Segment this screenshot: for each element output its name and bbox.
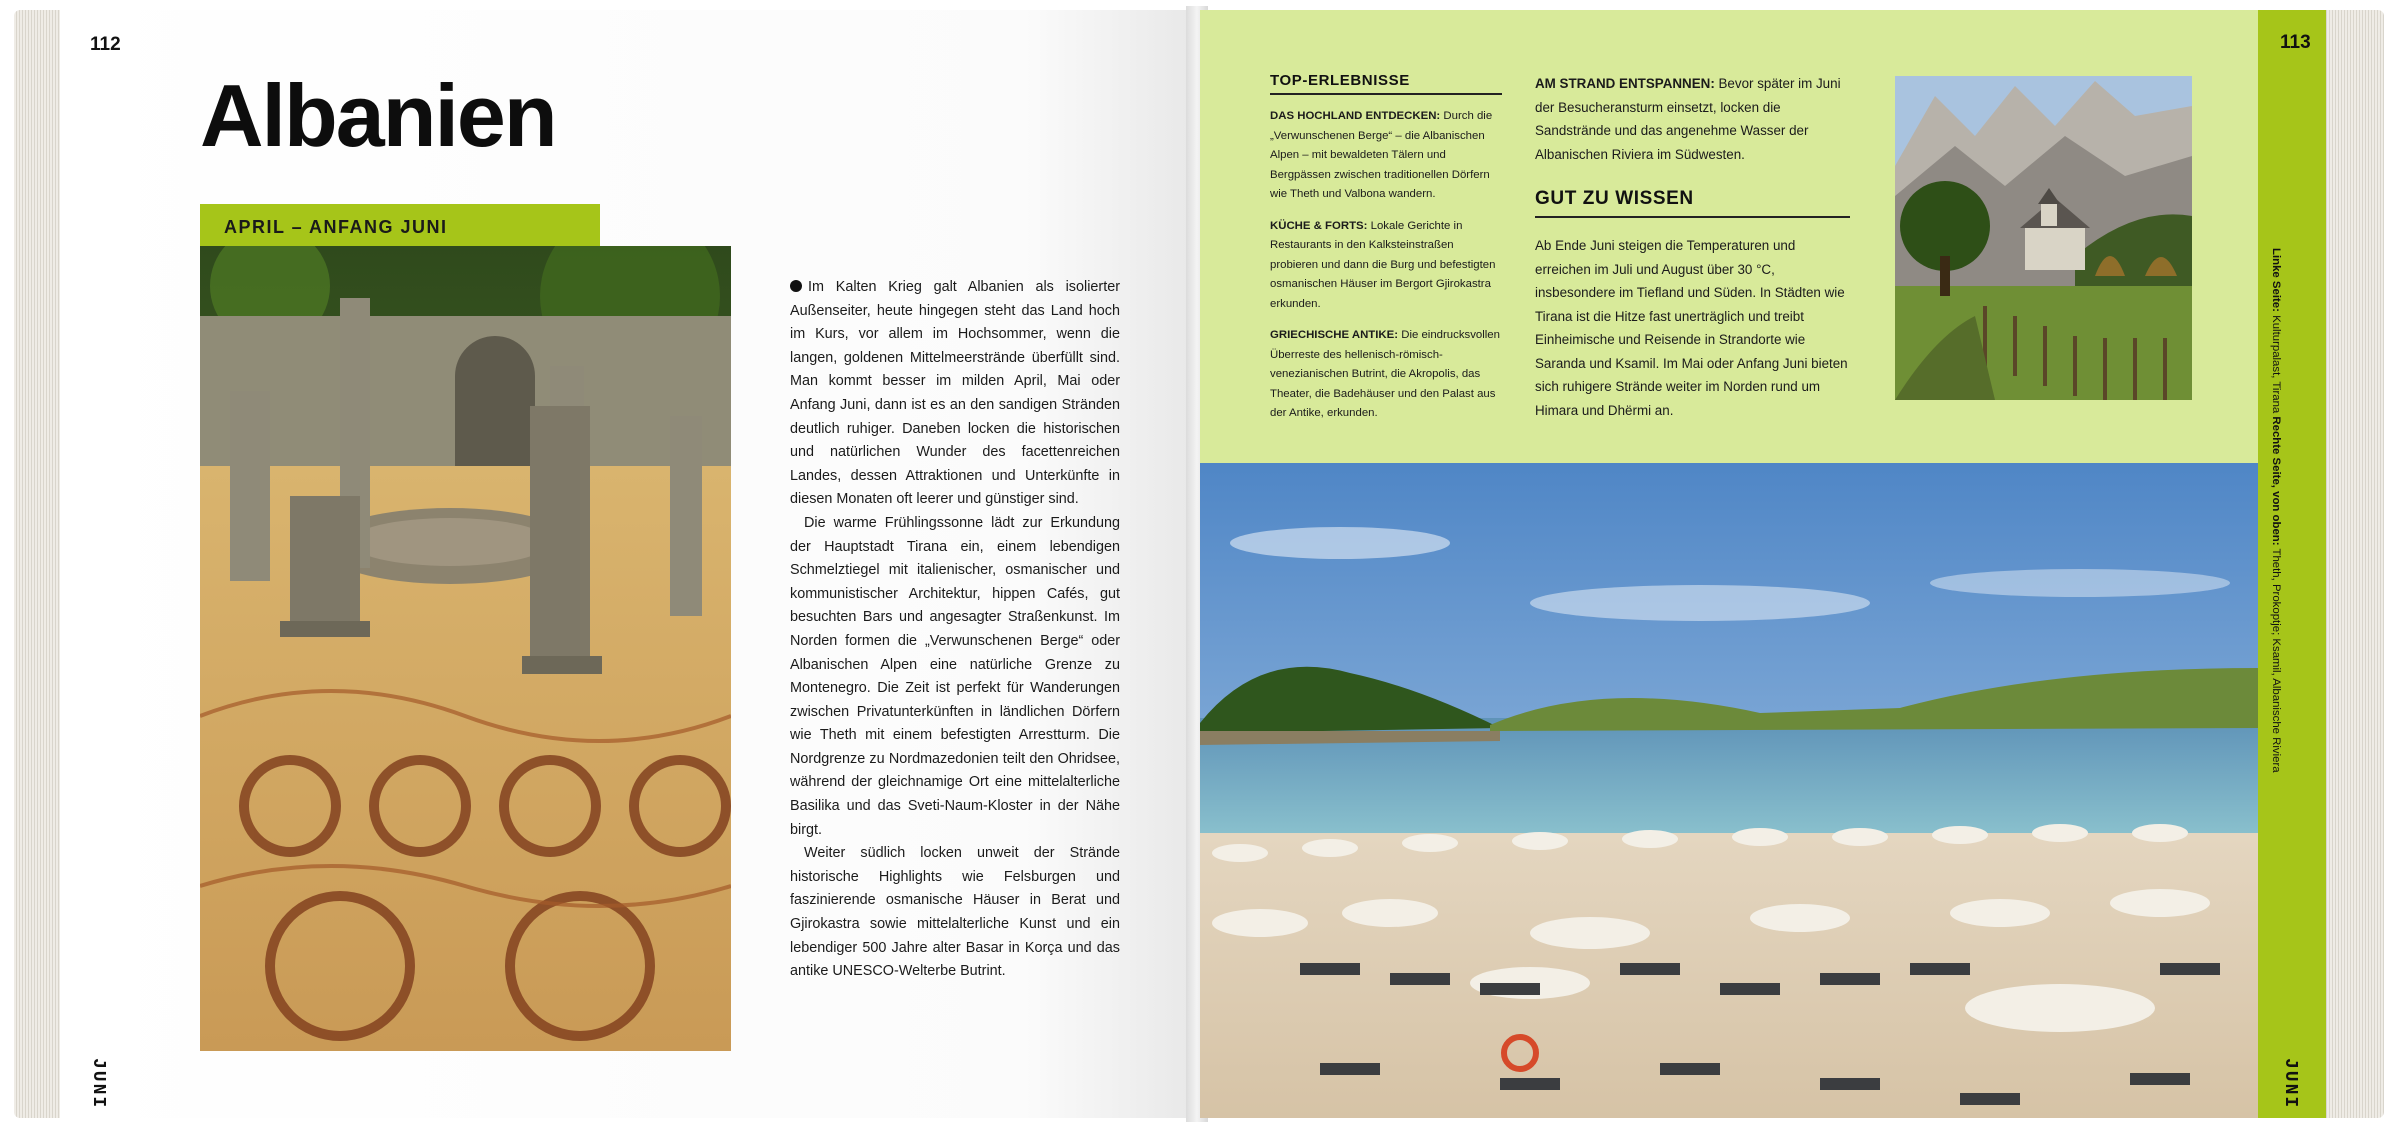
page-number-left: 112	[90, 34, 121, 55]
bullet-icon	[790, 280, 802, 292]
photo-butrint-ruins	[200, 246, 731, 1051]
experience-item: GRIECHISCHE ANTIKE: Die eindrucksvollen Überreste des hellenisch-römisch-venezianischen Butrint, die Akropolis, das Theater, die Badehäuser und den Palast aus der Antike, erkunden.	[1270, 329, 1500, 419]
season-dates: APRIL – ANFANG JUNI	[224, 217, 448, 237]
experience-item: DAS HOCHLAND ENTDECKEN: Durch die „Verwunschenen Berge“ – die Albanischen Alpen – mit bewaldeten Tälern und Bergpässen zwischen traditionellen Dörfern wie Theth und Valbona wandern.	[1270, 110, 1493, 200]
photo-ksamil-beach	[1200, 463, 2258, 1118]
experience-item: KÜCHE & FORTS: Lokale Gerichte in Restaurants in den Kalksteinstraßen probieren und dann die Burg und befestigten osmanischen Häuser im Bergort Gjirokastra erkunden.	[1270, 219, 1496, 310]
photo-theth-village	[1895, 76, 2192, 400]
right-page	[1200, 10, 2326, 1118]
left-page	[60, 10, 1196, 1118]
page-title: Albanien	[200, 66, 556, 165]
right-margin-strip	[2258, 10, 2326, 1118]
article-paragraph: Im Kalten Krieg galt Albanien als isolierter Außenseiter, heute hingegen steht das Land hoch im Kurs, vor allem im Hochsommer, wenn die langen, goldenen Mittelmeerstrände überfüllt sind. Man kommt besser im milden April, Mai oder Anfang Juni, dann ist es an den sandigen Stränden deutlich ruhiger. Daneben locken die historischen und natürlichen Wunder des facettenreichen Landes, dessen Attraktionen und Unterkünfte in diesen Monaten oft leerer und günstiger sind.	[790, 279, 1120, 508]
info-box	[1200, 10, 2258, 463]
good-to-know	[1535, 72, 1850, 422]
article-paragraph: Weiter südlich locken unweit der Strände historische Highlights wie Felsburgen und faszinierende osmanische Häuser in Berat und Gjirokastra sowie mittelalterliche Kunst und ein lebendiger 500 Jahre alter Basar in Korça und das antike UNESCO-Welterbe Butrint.	[790, 845, 1120, 980]
photo-credits-caption: Linke Seite: Kulturpalast, Tirana Rechte Seite, von oben: Theth, Prokoptje; Ksamil, Albanische Riviera	[2270, 248, 2282, 773]
top-experiences-heading: TOP-ERLEBNISSE	[1270, 72, 1502, 95]
good-to-know-text: Ab Ende Juni steigen die Temperaturen und erreichen im Juli und August über 30 °C, insbesondere im Tiefland und Süden. In Städten wie Tirana ist die Hitze fast unerträglich und treibt Einheimische und Reisende in Strandorte wie Saranda und Ksamil. Im Mai oder Anfang Juni bieten sich ruhigere Strände weiter im Norden rund um Himara und Dhërmi an.	[1535, 238, 1848, 418]
page-number-right: 113	[2280, 32, 2311, 53]
beach-paragraph: AM STRAND ENTSPANNEN: Bevor später im Juni der Besucheransturm einsetzt, locken die Sandstrände und das angenehme Wasser der Albanischen Riviera im Südwesten.	[1535, 76, 1841, 162]
article-paragraph: Die warme Frühlingssonne lädt zur Erkundung der Hauptstadt Tirana ein, einem lebendigen Schmelztiegel mit italienischer, osmanischer und kommunistischer Architektur, hippen Cafés, gut besuchten Bars und angesagter Straßenkunst. Im Norden formen die „Verwunschenen Berge“ oder Albanischen Alpen eine natürliche Grenze zu Montenegro. Die Zeit ist perfekt für Wanderungen zwischen Privatunterkünften in ländlichen Dörfern wie Theth mit einem befestigten Arrestturm. Die Nordgrenze zu Nordmazedonien teilt den Ohridsee, während der gleichnamige Ort eine mittelalterliche Basilika und das Sveti-Naum-Kloster in der Nähe birgt.	[790, 514, 1120, 838]
article-body	[790, 276, 1120, 984]
page-stack-right	[2326, 10, 2384, 1118]
month-label-right: JUNI	[2280, 1058, 2300, 1110]
good-to-know-heading: GUT ZU WISSEN	[1535, 188, 1850, 218]
month-label-left: JUNI	[88, 1058, 108, 1110]
top-experiences	[1270, 72, 1502, 436]
left-margin-strip	[60, 10, 140, 1118]
